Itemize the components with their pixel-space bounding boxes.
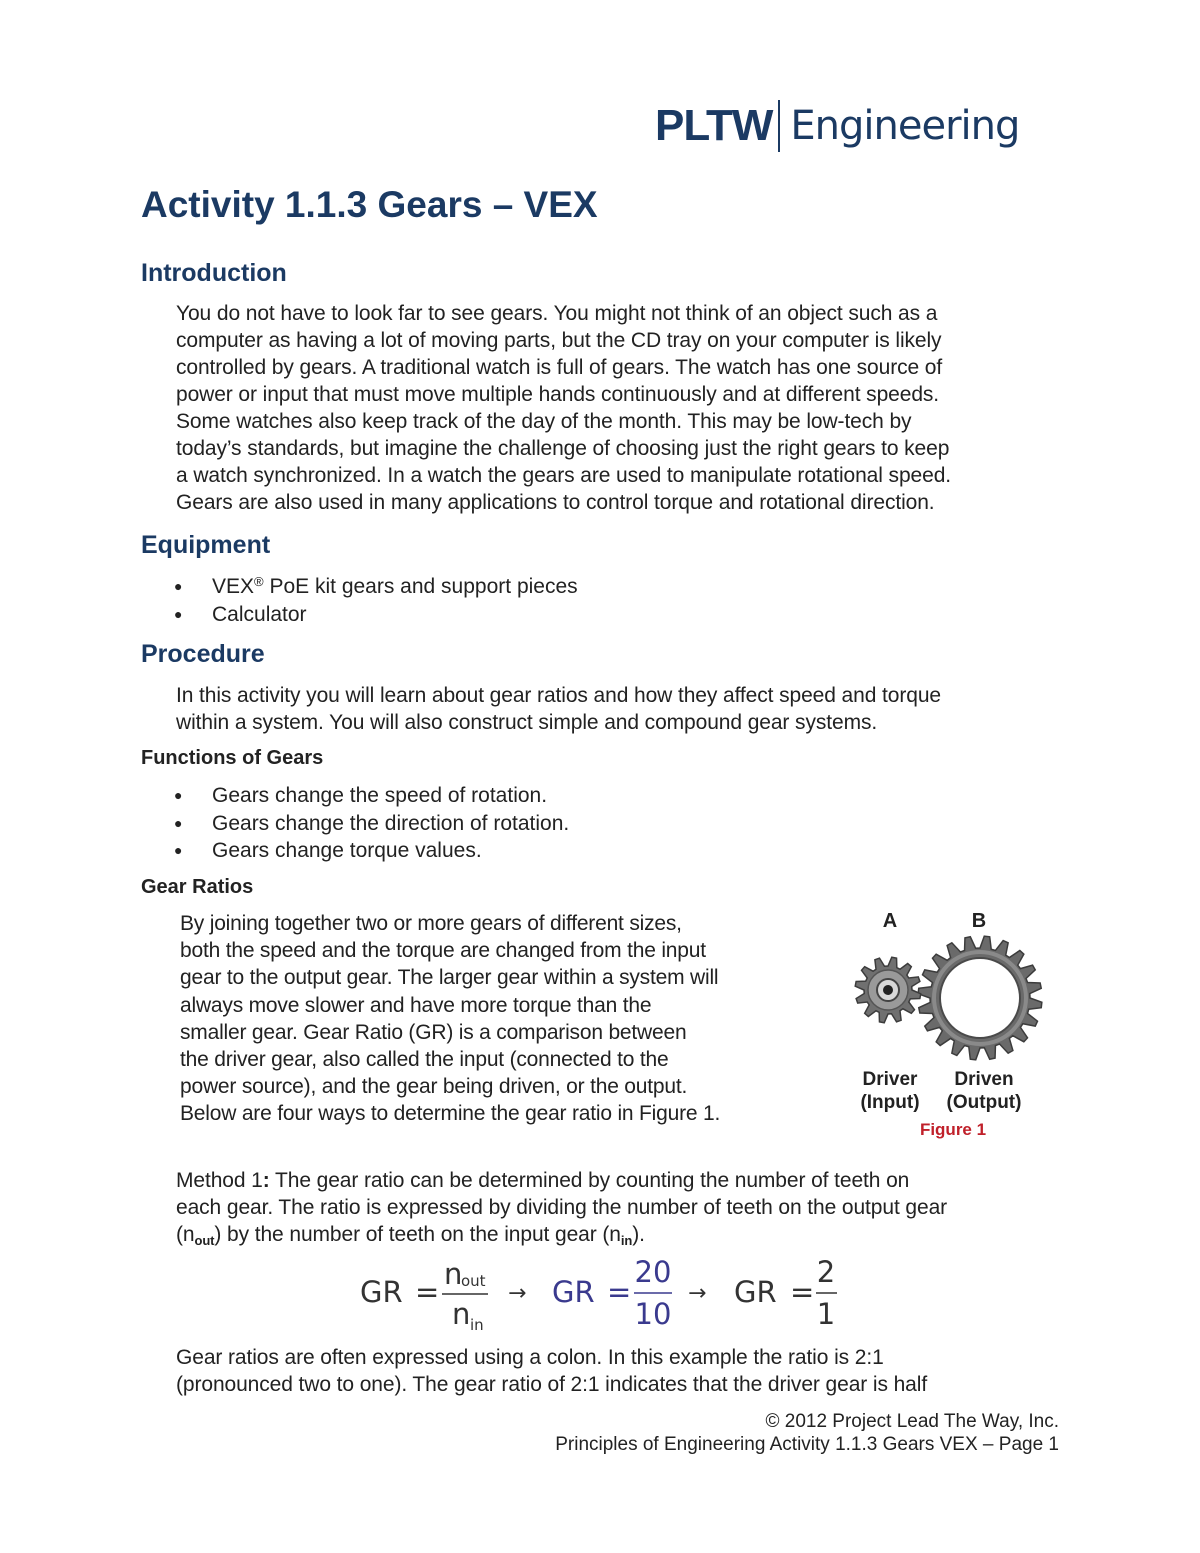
driver-gear-icon bbox=[855, 957, 921, 1023]
intro-line: Gears are also used in many applications to control torque and rotational direction. bbox=[176, 491, 935, 514]
figure-driven-sublabel: (Output) bbox=[946, 1092, 1022, 1113]
footer-copyright: © 2012 Project Lead The Way, Inc. bbox=[765, 1411, 1059, 1432]
method-1-text: The gear ratio can be determined by counting the number of teeth on bbox=[269, 1169, 910, 1192]
intro-line: a watch synchronized. In a watch the gears are used to manipulate rotational speed. bbox=[176, 464, 952, 487]
intro-line: Some watches also keep track of the day of the month. This may be low-tech by bbox=[176, 410, 912, 433]
ratios-note-line: Gear ratios are often expressed using a colon. In this example the ratio is 2:1 bbox=[176, 1346, 884, 1369]
figure-caption: Figure 1 bbox=[919, 1120, 987, 1139]
intro-line: controlled by gears. A traditional watch is full of gears. The watch has one source of bbox=[176, 356, 943, 379]
ratios-note-paragraph bbox=[176, 1344, 1076, 1398]
driven-gear-icon bbox=[918, 936, 1042, 1060]
method-1-paragraph bbox=[176, 1167, 1076, 1248]
driven-gear-hole bbox=[940, 958, 1020, 1038]
pltw-engineering-logo bbox=[655, 96, 1019, 156]
method-1-label: Method 1 bbox=[176, 1169, 263, 1192]
eq-denominator-10: 10 bbox=[634, 1297, 672, 1331]
eq-numerator-2: 2 bbox=[816, 1255, 836, 1289]
method-1-line bbox=[176, 1167, 1076, 1194]
subscript-in: in bbox=[620, 1233, 633, 1248]
intro-line: You do not have to look far to see gears. You might not think of an object such as a bbox=[176, 302, 938, 325]
gear-ratio-line: By joining together two or more gears of different sizes, bbox=[180, 912, 682, 935]
eq-arrow-1: → bbox=[508, 1281, 527, 1306]
page-title: Activity 1.1.3 Gears – VEX bbox=[141, 184, 598, 225]
function-item: Gears change the speed of rotation. bbox=[212, 784, 548, 807]
procedure-line: In this activity you will learn about gear ratios and how they affect speed and torque bbox=[176, 684, 941, 707]
intro-line: today’s standards, but imagine the challenge of choosing just the right gears to keep bbox=[176, 437, 950, 460]
list-item bbox=[172, 837, 569, 865]
introduction-paragraph bbox=[176, 300, 1076, 516]
gear-ratios-heading: Gear Ratios bbox=[141, 876, 254, 898]
equipment-list bbox=[172, 573, 578, 628]
gear-ratio-line: always move slower and have more torque than the bbox=[180, 993, 652, 1017]
ratios-note-line: (pronounced two to one). The gear ratio of 2:1 indicates that the driver gear is half bbox=[176, 1373, 928, 1396]
gear-ratio-equation bbox=[360, 1254, 850, 1338]
figure-driven-label: Driven bbox=[954, 1069, 1014, 1090]
footer bbox=[555, 1410, 1059, 1456]
equipment-heading: Equipment bbox=[141, 531, 271, 559]
gear-ratio-line: the driver gear, also called the input (connected to the bbox=[180, 1048, 669, 1072]
logo-divider bbox=[778, 100, 780, 152]
eq-denominator-1: 1 bbox=[816, 1297, 836, 1331]
gear-ratio-line: smaller gear. Gear Ratio (GR) is a comparison between bbox=[180, 1020, 687, 1044]
list-item bbox=[172, 810, 569, 838]
functions-heading: Functions of Gears bbox=[141, 747, 324, 769]
method-1-text: (n bbox=[176, 1223, 195, 1246]
eq-equals-1: = bbox=[415, 1275, 440, 1309]
eq-equals-3: = bbox=[790, 1275, 815, 1309]
gear-ratio-line: Below are four ways to determine the gear ratio in Figure 1. bbox=[180, 1102, 721, 1126]
eq-sub-out: out bbox=[461, 1272, 486, 1290]
gear-ratio-line: power source), and the gear being driven, or the output. bbox=[180, 1075, 688, 1099]
figure-driver-label: Driver bbox=[862, 1069, 918, 1090]
figure-driver-sublabel: (Input) bbox=[860, 1092, 920, 1113]
equipment-item-calculator: Calculator bbox=[212, 602, 307, 626]
equipment-item-vex-rest: PoE kit gears and support pieces bbox=[263, 575, 578, 598]
footer-page: Principles of Engineering Activity 1.1.3 Gears VEX – Page 1 bbox=[555, 1434, 1059, 1455]
eq-n-in: n bbox=[452, 1297, 471, 1331]
procedure-paragraph bbox=[176, 682, 1076, 736]
method-1-line bbox=[176, 1221, 1076, 1248]
eq-numerator-20: 20 bbox=[634, 1255, 672, 1289]
eq-gr-1: GR bbox=[360, 1275, 403, 1309]
intro-line: computer as having a lot of moving parts, but the CD tray on your computer is likely bbox=[176, 329, 942, 352]
list-item bbox=[172, 782, 569, 810]
method-1-text: ). bbox=[632, 1223, 645, 1246]
eq-arrow-2: → bbox=[688, 1281, 707, 1306]
eq-n-out: n bbox=[444, 1257, 463, 1291]
driver-gear-axle bbox=[883, 985, 893, 995]
method-1-colon: : bbox=[262, 1169, 270, 1192]
procedure-heading: Procedure bbox=[141, 640, 265, 668]
method-1-line: each gear. The ratio is expressed by dividing the number of teeth on the output gear bbox=[176, 1196, 948, 1219]
intro-line: power or input that must move multiple hands continuously and at different speeds. bbox=[176, 383, 940, 406]
function-item: Gears change torque values. bbox=[212, 839, 482, 862]
gear-ratio-line: both the speed and the torque are changed from the input bbox=[180, 939, 706, 963]
figure-1-gears bbox=[845, 900, 1060, 1150]
method-1-text: ) by the number of teeth on the input gear (n bbox=[214, 1223, 621, 1246]
registered-mark: ® bbox=[254, 574, 264, 589]
introduction-heading: Introduction bbox=[141, 259, 287, 287]
figure-label-b: B bbox=[971, 910, 987, 932]
logo-division: Engineering bbox=[790, 103, 1020, 149]
gear-ratio-line: gear to the output gear. The larger gear within a system will bbox=[180, 966, 719, 990]
functions-list bbox=[172, 782, 569, 865]
list-item bbox=[172, 573, 578, 601]
list-item bbox=[172, 601, 578, 629]
eq-equals-2: = bbox=[607, 1275, 632, 1309]
logo-brand: PLTW bbox=[655, 101, 773, 150]
subscript-out: out bbox=[194, 1233, 215, 1248]
equipment-item-vex: VEX bbox=[212, 575, 255, 598]
eq-sub-in: in bbox=[470, 1316, 484, 1334]
eq-gr-2: GR bbox=[552, 1275, 595, 1309]
eq-gr-3: GR bbox=[734, 1275, 777, 1309]
procedure-line: within a system. You will also construct simple and compound gear systems. bbox=[176, 711, 878, 734]
figure-label-a: A bbox=[882, 910, 898, 932]
function-item: Gears change the direction of rotation. bbox=[212, 811, 570, 835]
gear-ratios-paragraph bbox=[180, 910, 820, 1128]
